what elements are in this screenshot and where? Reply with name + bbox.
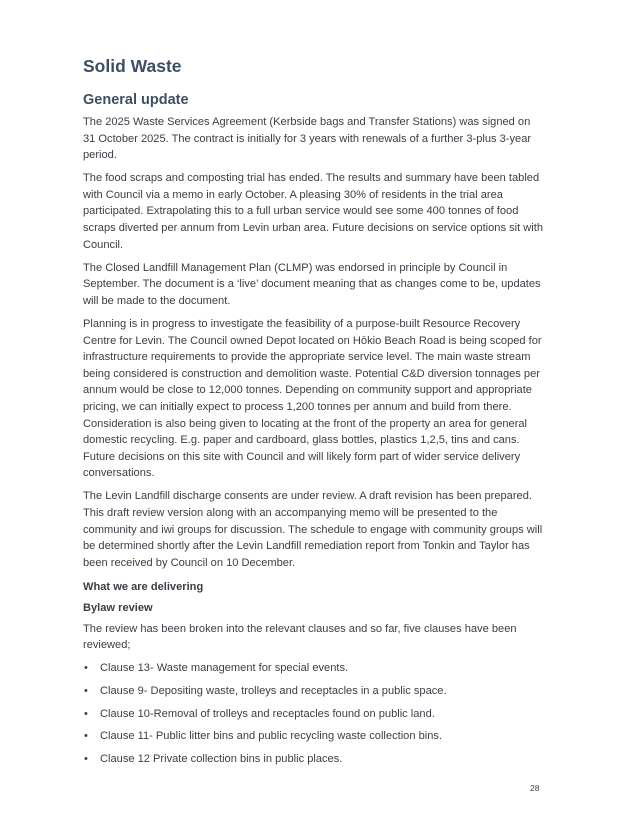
list-item: [83, 751, 543, 768]
page-heading: Solid Waste: [83, 56, 182, 76]
bullet-icon: •: [84, 753, 88, 766]
bullet-icon: •: [84, 685, 88, 697]
list-item: [83, 660, 543, 677]
page-number: 28: [530, 783, 540, 793]
paragraph-bylaw-intro: The review has been broken into the relevant clauses and so far, five clauses have been reviewed;: [83, 622, 517, 652]
bullet-icon: •: [84, 662, 88, 675]
bullet-icon: •: [84, 707, 88, 720]
list-item-text: Clause 13- Waste management for special events.: [100, 662, 349, 675]
list-item-text: Clause 11- Public litter bins and public recycling waste collection bins.: [100, 730, 443, 743]
list-item: [83, 683, 543, 700]
paragraph-food-scraps-trial: The food scraps and composting trial has ended. The results and summary have been tabled with Council via a memo in early October. A pleasing 30% of residents in the trial area participated. Extrapolating this to a full urban service would see some 400 tonnes of food scraps diverted per annum from Levin urban area. Future decisions on service options sit with Council.: [83, 172, 544, 251]
document-page: [83, 55, 543, 774]
section-title-what-we-are-delivering: What we are delivering: [83, 581, 204, 594]
paragraph-discharge-consents: The Levin Landfill discharge consents are under review. A draft revision has been prepared. This draft review version along with an accompanying memo will be presented to the community and iwi groups for discussion. The schedule to engage with community groups will be determined shortly after the Levin Landfill remediation report from Tonkin and Taylor has been received by Council on 10 December.: [83, 490, 543, 569]
list-item: [83, 706, 543, 723]
paragraph-resource-recovery-centre: Planning is in progress to investigate the feasibility of a purpose-built Resource Recovery Centre for Levin. The Council owned Depot located on Hōkio Beach Road is being scoped for infrastructure requirements to provide the appropriate service level. The main waste stream being considered is construction and demolition waste. Potential C&D diversion tonnages per annum would be close to 12,000 tonnes. Depending on community support and appropriate pricing, we can initially expect to process 1,200 tonnes per annum and build from there. Consideration is also being given to locating at the front of the property an area for general domestic recycling. E.g. paper and cardboard, glass bottles, plastics 1,2,5, tins and cans. Future decisions on this site with Council and will likely form part of wider service delivery conversations.: [83, 318, 542, 480]
subsection-title-bylaw-review: Bylaw review: [83, 602, 153, 615]
list-item: [83, 728, 543, 745]
section-title-general-update: General update: [83, 92, 189, 108]
paragraph-waste-services-agreement: The 2025 Waste Services Agreement (Kerbside bags and Transfer Stations) was signed on 31 October 2025. The contract is initially for 3 years with renewals of a further 3-plus 3-year period.: [83, 116, 532, 162]
list-item-text: Clause 12 Private collection bins in public places.: [100, 753, 343, 766]
clause-list: [83, 660, 543, 767]
list-item-text: Clause 9- Depositing waste, trolleys and receptacles in a public space.: [100, 685, 447, 697]
list-item-text: Clause 10-Removal of trolleys and receptacles found on public land.: [100, 707, 435, 720]
bullet-icon: •: [84, 730, 88, 743]
paragraph-closed-landfill-plan: The Closed Landfill Management Plan (CLMP) was endorsed in principle by Council in September. The document is a ‘live’ document meaning that as changes come to be, updates will be made to the document.: [83, 261, 541, 307]
